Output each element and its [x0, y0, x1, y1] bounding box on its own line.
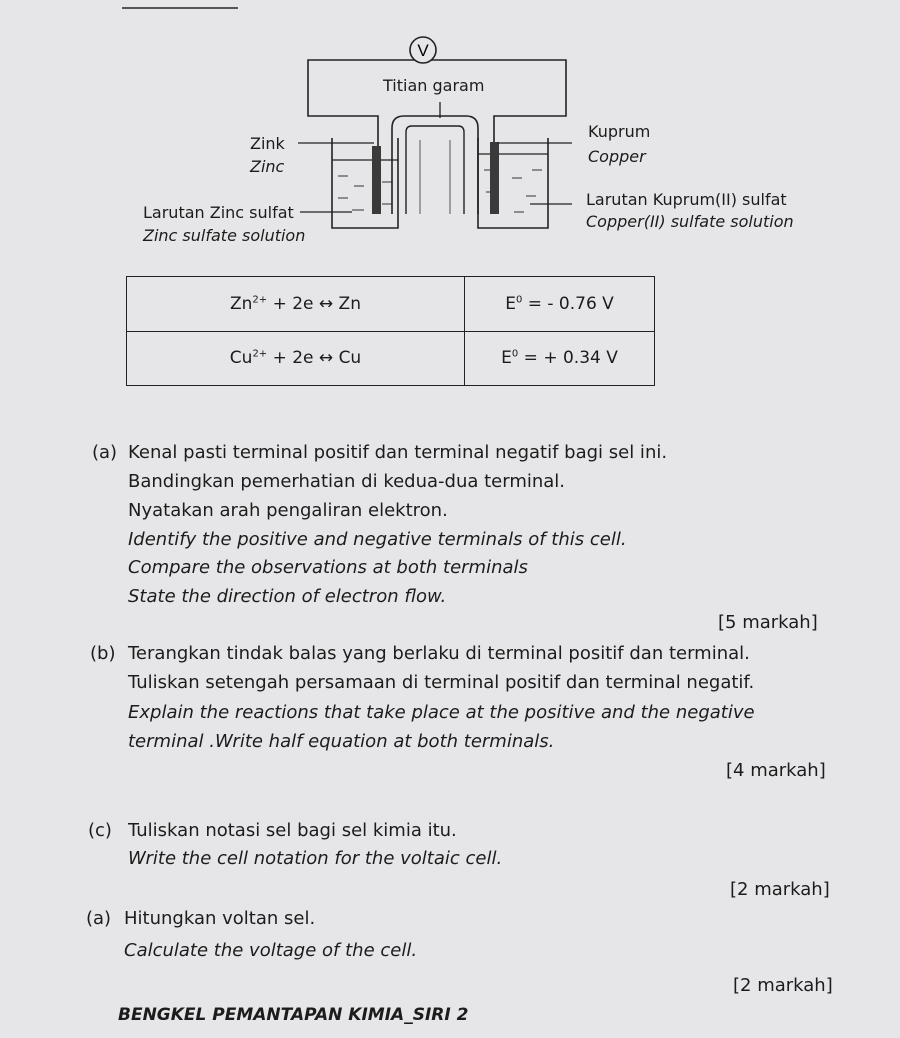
- copper-electrode: [490, 142, 499, 214]
- question-b-en-line: Explain the reactions that take place at the positive and the negative: [128, 702, 755, 723]
- zinc-label-ms: Zink: [250, 134, 285, 153]
- salt-bridge-inner: [406, 126, 464, 214]
- question-b-en-line: terminal .Write half equation at both terminals.: [128, 731, 555, 752]
- zinc-solution-label-en: Zinc sulfate solution: [143, 226, 306, 245]
- question-a-ms-line: Bandingkan pemerhatian di kedua-dua terminal.: [128, 471, 566, 492]
- external-wire: [308, 60, 566, 148]
- zinc-label-en: Zinc: [250, 157, 285, 176]
- potential-cell: $E^0$ = + 0.34 V: [465, 331, 655, 386]
- copper-beaker: [478, 138, 548, 228]
- question-d-ms-line: Hitungkan voltan sel.: [124, 908, 316, 929]
- question-c-ms-line: Tuliskan notasi sel bagi sel kimia itu.: [128, 820, 457, 841]
- copper-solution-label-ms: Larutan Kuprum(II) sulfat: [586, 190, 787, 209]
- salt-bridge-label: Titian garam: [383, 76, 485, 95]
- table-row: [127, 277, 655, 332]
- question-c-label: (c): [88, 820, 112, 841]
- question-a-marks: [5 markah]: [718, 612, 818, 633]
- table-row: [127, 331, 655, 386]
- question-c-marks: [2 markah]: [730, 879, 830, 900]
- question-c-en-line: Write the cell notation for the voltaic cell.: [128, 848, 503, 869]
- footer-title: BENGKEL PEMANTAPAN KIMIA_SIRI 2: [118, 1005, 469, 1025]
- salt-bridge: [392, 116, 478, 214]
- question-a-en-line: Compare the observations at both terminals: [128, 557, 528, 578]
- question-b-marks: [4 markah]: [726, 760, 826, 781]
- voltmeter-symbol: V: [417, 41, 429, 60]
- zinc-beaker: [332, 138, 398, 228]
- zinc-electrode: [372, 146, 381, 214]
- salt-bridge-bore: [420, 140, 450, 214]
- question-a-ms-line: Kenal pasti terminal positif dan terminal negatif bagi sel ini.: [128, 442, 668, 463]
- zinc-solution-label-ms: Larutan Zinc sulfat: [143, 203, 294, 222]
- question-d-label: (a): [86, 908, 112, 929]
- question-d-marks: [2 markah]: [733, 975, 833, 996]
- solution-dashes: [338, 170, 542, 212]
- copper-label-ms: Kuprum: [588, 122, 651, 141]
- copper-solution-label-en: Copper(II) sulfate solution: [586, 212, 794, 231]
- potential-cell: $E^0$ = - 0.76 V: [465, 277, 655, 332]
- copper-label-en: Copper: [588, 147, 646, 166]
- question-b-ms-line: Tuliskan setengah persamaan di terminal positif dan terminal negatif.: [128, 672, 755, 693]
- question-a-label: (a): [92, 442, 118, 463]
- question-b-label: (b): [90, 643, 116, 664]
- question-a-en-line: State the direction of electron flow.: [128, 586, 447, 607]
- standard-potential-table: [126, 276, 655, 386]
- half-equation-cell: $Zn^{2+} + 2e$ ↔ Zn: [127, 277, 465, 332]
- question-a-en-line: Identify the positive and negative terminals of this cell.: [128, 529, 627, 550]
- half-equation-cell: $Cu^{2+} + 2e$ ↔ Cu: [127, 331, 465, 386]
- question-a-ms-line: Nyatakan arah pengaliran elektron.: [128, 500, 448, 521]
- question-b-ms-line: Terangkan tindak balas yang berlaku di terminal positif dan terminal.: [128, 643, 750, 664]
- question-d-en-line: Calculate the voltage of the cell.: [124, 940, 418, 961]
